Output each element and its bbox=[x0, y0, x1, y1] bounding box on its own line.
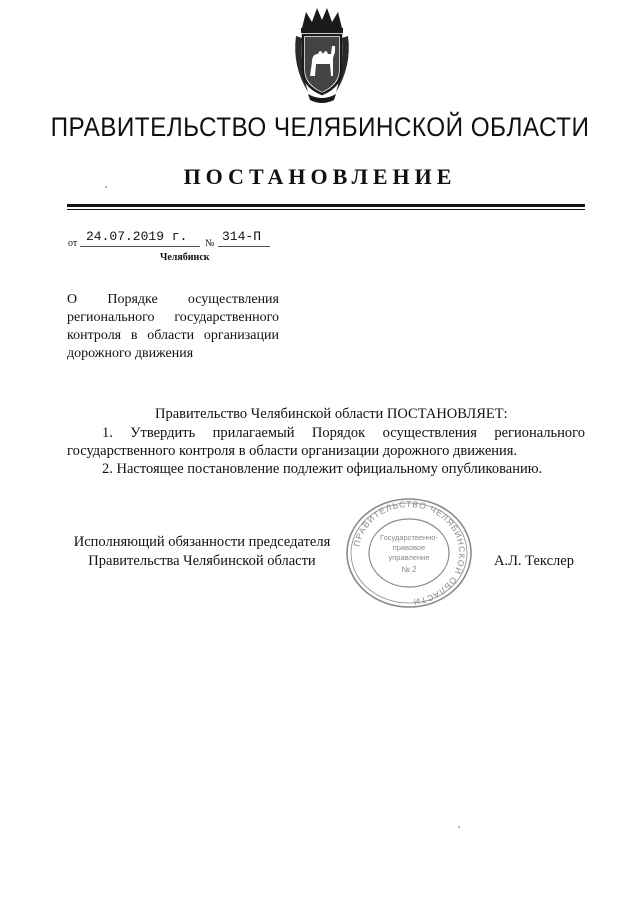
document-number: 314-П bbox=[222, 229, 262, 244]
header-divider-thin bbox=[67, 209, 585, 210]
signatory-position-line-1: Исполняющий обязанности председателя bbox=[73, 534, 331, 550]
stamp-inner-line-3: управление bbox=[388, 553, 430, 562]
government-title: ПРАВИТЕЛЬСТВО ЧЕЛЯБИНСКОЙ ОБЛАСТИ bbox=[50, 112, 590, 142]
official-stamp bbox=[343, 496, 475, 610]
stamp-inner-line-1: Государственно- bbox=[380, 533, 438, 542]
resolution-item-2: 2. Настоящее постановление подлежит официальному опубликованию. bbox=[102, 461, 543, 477]
date-prefix-label: от bbox=[68, 238, 78, 249]
number-underline bbox=[218, 246, 270, 247]
signatory-position bbox=[67, 533, 337, 571]
scan-speck bbox=[105, 186, 107, 188]
document-subject: О Порядке осуществления регионального государственного контроля в области организации дорожного движения bbox=[67, 292, 279, 361]
document-type-title: ПОСТАНОВЛЕНИЕ bbox=[183, 164, 457, 189]
scan-speck-bottom bbox=[458, 826, 460, 828]
signatory-position-line-2: Правительства Челябинской области bbox=[88, 553, 316, 569]
stamp-inner-line-2: правовое bbox=[392, 543, 426, 552]
document-date: 24.07.2019 г. bbox=[86, 229, 188, 244]
coat-of-arms-emblem bbox=[290, 6, 354, 106]
resolution-item-1: 1. Утвердить прилагаемый Порядок осуществления регионального государственного контроля в области организации дорожного движения. bbox=[67, 425, 585, 459]
document-city: Челябинск bbox=[160, 252, 210, 263]
signatory-name: А.Л. Текслер bbox=[494, 553, 574, 569]
number-prefix-label: № bbox=[205, 238, 215, 249]
stamp-inner-number: № 2 bbox=[401, 565, 417, 574]
header-divider-thick bbox=[67, 204, 585, 207]
stamp-outer-text: ПРАВИТЕЛЬСТВО ЧЕЛЯБИНСКОЙ ОБЛАСТИ bbox=[351, 498, 468, 607]
resolution-intro: Правительство Челябинской области ПОСТАНОВЛЯЕТ: bbox=[155, 406, 508, 422]
date-underline bbox=[80, 246, 200, 247]
